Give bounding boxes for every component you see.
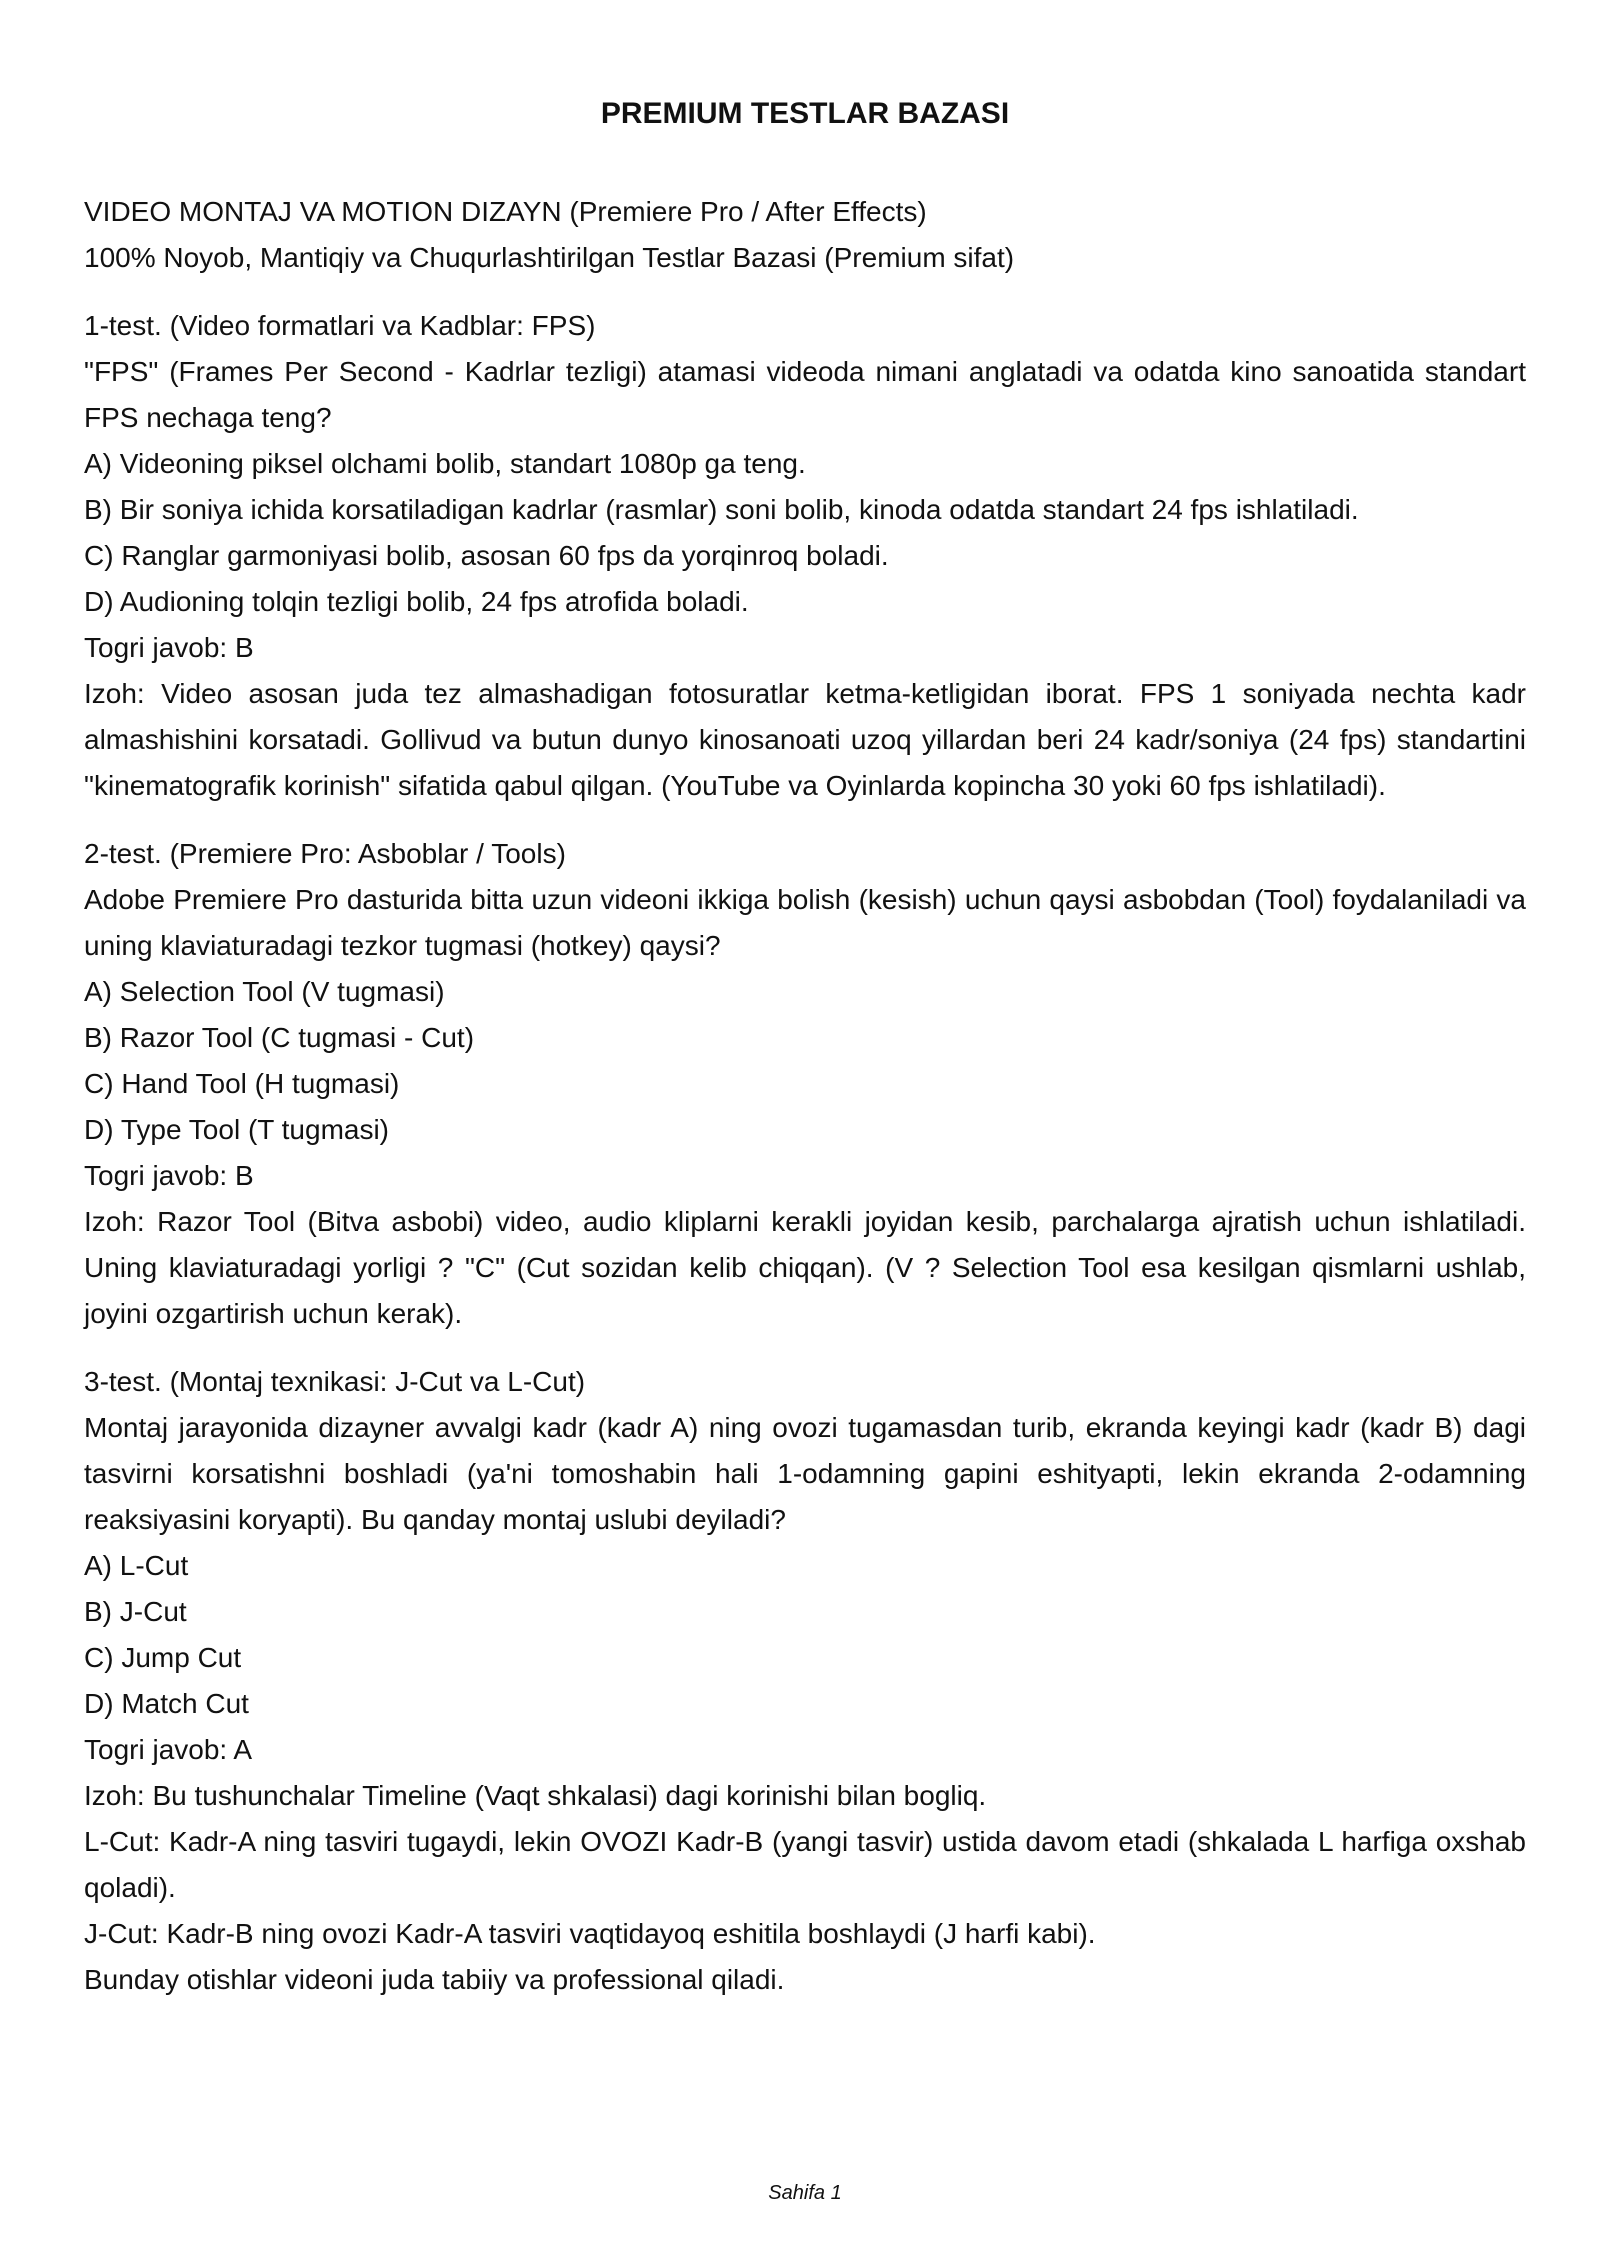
test-option: A) L-Cut — [84, 1550, 189, 1581]
test-heading: 2-test. (Premiere Pro: Asboblar / Tools) — [84, 838, 566, 869]
test-answer: Togri javob: A — [84, 1734, 253, 1765]
test-option: D) Type Tool (T tugmasi) — [84, 1114, 390, 1145]
test-option: C) Ranglar garmoniyasi bolib, asosan 60 fps da yorqinroq boladi. — [84, 540, 889, 571]
document-page — [84, 0, 1526, 2262]
test-heading: 1-test. (Video formatlari va Kadblar: FPS) — [84, 310, 596, 341]
test-explanation: Izoh: Bu tushunchalar Timeline (Vaqt shkalasi) dagi korinishi bilan bogliq. — [84, 1780, 987, 1811]
test-explanation: Izoh: Razor Tool (Bitva asbobi) video, audio kliplarni kerakli joyidan kesib, parchalarga ajratish uchun ishlatiladi. Uning klaviaturadagi yorligi ? "C" (Cut sozidan kelib chiqqan). (V ? Selection Tool esa kesilgan qismlarni ushlab, joyini ozgartirish uchun kerak). — [84, 1206, 1526, 1329]
test-explanation: J-Cut: Kadr-B ning ovozi Kadr-A tasviri vaqtidayoq eshitila boshlaydi (J harfi kabi). — [84, 1918, 1096, 1949]
test-option: A) Videoning piksel olchami bolib, standart 1080p ga teng. — [84, 448, 806, 479]
test-heading: 3-test. (Montaj texnikasi: J-Cut va L-Cut) — [84, 1366, 586, 1397]
test-explanation: Izoh: Video asosan juda tez almashadigan fotosuratlar ketma-ketligidan iborat. FPS 1 soniyada nechta kadr almashishini korsatadi. Gollivud va butun dunyo kinosanoati uzoq yillardan beri 24 kadr/soniya (24 fps) standartini "kinematografik korinish" sifatida qabul qilgan. (YouTube va Oyinlarda kopincha 30 yoki 60 fps ishlatiladi). — [84, 678, 1526, 801]
test-option: D) Match Cut — [84, 1688, 249, 1719]
test-explanation: Bunday otishlar videoni juda tabiiy va professional qiladi. — [84, 1964, 785, 1995]
test-option: A) Selection Tool (V tugmasi) — [84, 976, 445, 1007]
test-option: D) Audioning tolqin tezligi bolib, 24 fps atrofida boladi. — [84, 586, 749, 617]
test-option: B) Bir soniya ichida korsatiladigan kadrlar (rasmlar) soni bolib, kinoda odatda standart 24 fps ishlatiladi. — [84, 494, 1359, 525]
test-answer: Togri javob: B — [84, 632, 254, 663]
document-body — [84, 189, 1526, 2003]
test-question: Adobe Premiere Pro dasturida bitta uzun videoni ikkiga bolish (kesish) uchun qaysi asbobdan (Tool) foydalaniladi va uning klaviaturadagi tezkor tugmasi (hotkey) qaysi? — [84, 884, 1526, 961]
document-title: PREMIUM TESTLAR BAZASI — [600, 97, 1010, 130]
subtitle-line: VIDEO MONTAJ VA MOTION DIZAYN (Premiere Pro / After Effects) — [84, 196, 927, 227]
test-answer: Togri javob: B — [84, 1160, 254, 1191]
test-option: B) Razor Tool (C tugmasi - Cut) — [84, 1022, 475, 1053]
page-number: Sahifa 1 — [768, 2182, 842, 2204]
test-explanation: L-Cut: Kadr-A ning tasviri tugaydi, lekin OVOZI Kadr-B (yangi tasvir) ustida davom etadi (shkalada L harfiga oxshab qoladi). — [84, 1826, 1526, 1903]
test-question: Montaj jarayonida dizayner avvalgi kadr (kadr A) ning ovozi tugamasdan turib, ekranda keyingi kadr (kadr B) dagi tasvirni korsatishni boshladi (ya'ni tomoshabin hali 1-odamning gapini eshityapti, lekin ekranda 2-odamning reaksiyasini koryapti). Bu qanday montaj uslubi deyiladi? — [84, 1412, 1526, 1535]
subtitle-line: 100% Noyob, Mantiqiy va Chuqurlashtirilgan Testlar Bazasi (Premium sifat) — [84, 242, 1015, 273]
test-option: C) Hand Tool (H tugmasi) — [84, 1068, 400, 1099]
test-question: "FPS" (Frames Per Second - Kadrlar tezligi) atamasi videoda nimani anglatadi va odatda kino sanoatida standart FPS nechaga teng? — [84, 356, 1526, 433]
test-option: C) Jump Cut — [84, 1642, 242, 1673]
test-option: B) J-Cut — [84, 1596, 187, 1627]
